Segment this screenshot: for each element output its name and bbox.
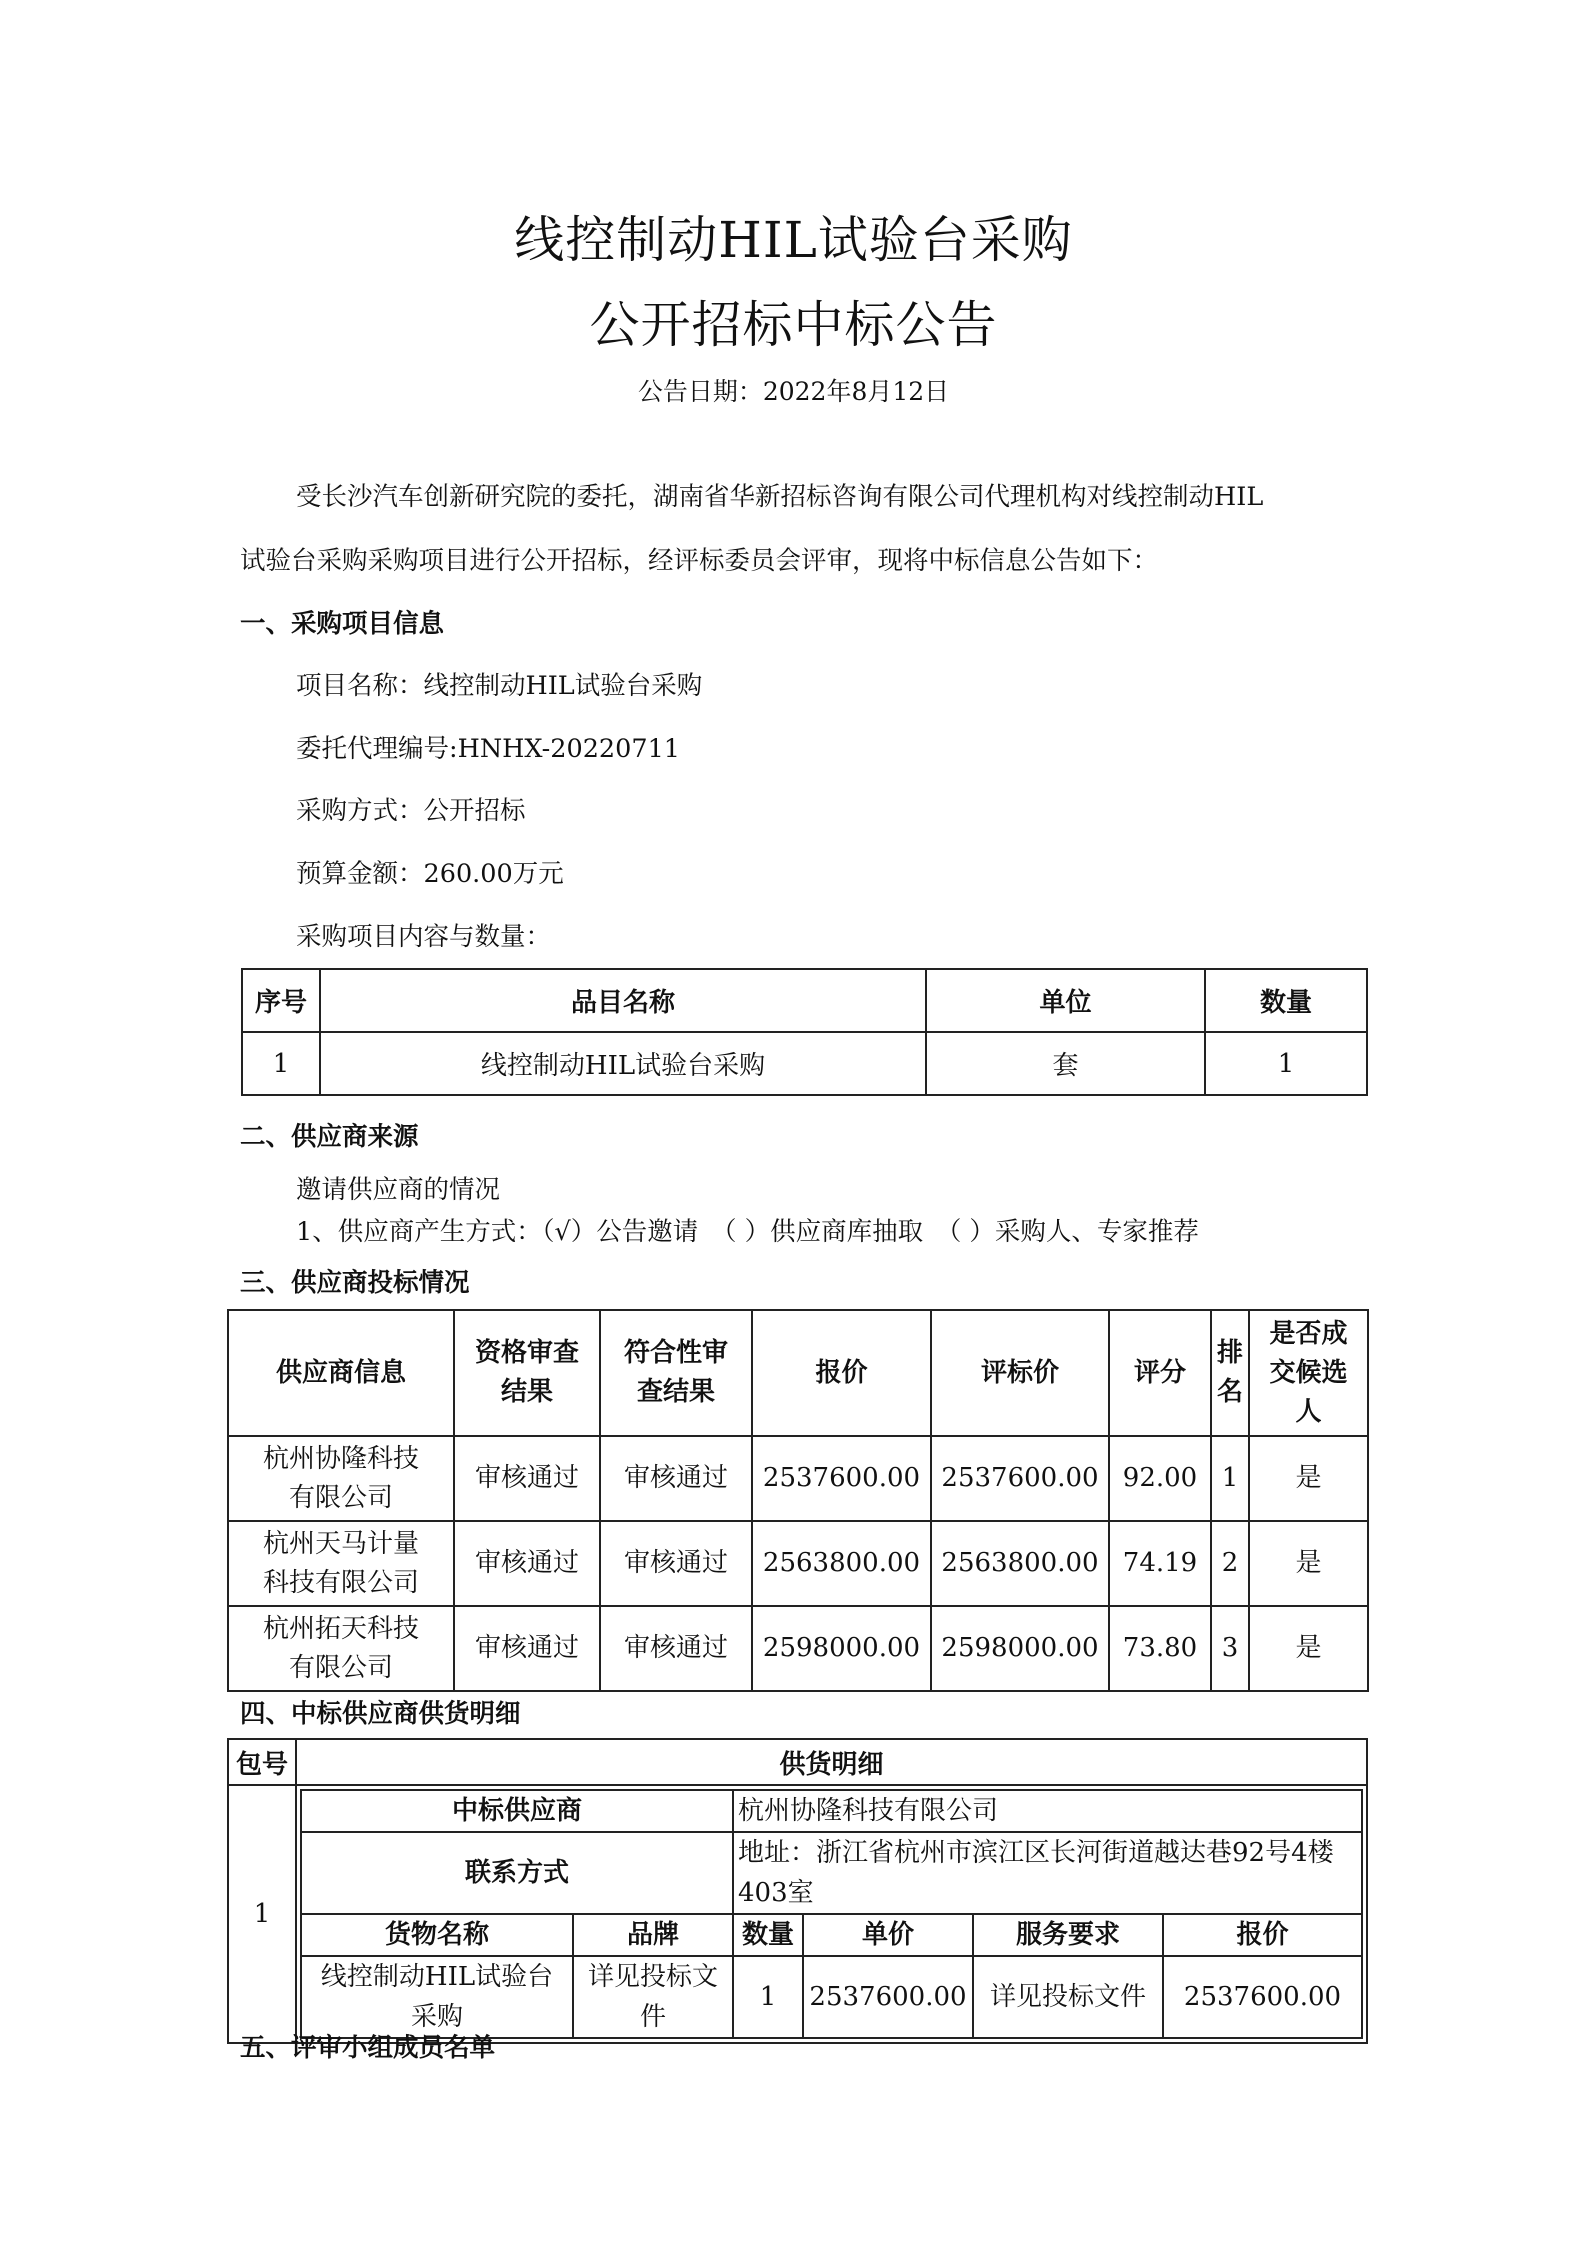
table-row — [301, 1956, 1362, 2038]
table-row — [228, 1785, 1367, 2043]
col-header: 品牌 — [573, 1914, 733, 1956]
service-requirement: 详见投标文件 — [973, 1956, 1163, 2038]
col-header: 评标价 — [931, 1310, 1109, 1436]
table-header-row — [301, 1914, 1362, 1956]
project-code: 委托代理编号:HNHX-20220711 — [296, 734, 681, 764]
table-cell: 审核通过 — [600, 1521, 752, 1606]
supply-detail-cell — [296, 1785, 1367, 2043]
intro-line-2: 试验台采购采购项目进行公开招标，经评标委员会评审，现将中标信息公告如下： — [240, 546, 1159, 576]
doc-subtitle: 公开招标中标公告 — [589, 296, 998, 354]
row-label: 中标供应商 — [301, 1790, 733, 1832]
table-cell: 是 — [1249, 1521, 1368, 1606]
col-header: 服务要求 — [973, 1914, 1163, 1956]
col-header: 单价 — [803, 1914, 973, 1956]
items-table — [241, 968, 1368, 1096]
content-label: 采购项目内容与数量： — [296, 922, 552, 952]
supply-table — [227, 1738, 1368, 2044]
col-header: 报价 — [752, 1310, 931, 1436]
unit-price: 2537600.00 — [803, 1956, 973, 2038]
supplier-method: 1、供应商产生方式：（√）公告邀请 （ ）供应商库抽取 （ ）采购人、专家推荐 — [296, 1217, 1199, 1247]
contact-value: 地址：浙江省杭州市滨江区长河街道越达巷92号4楼403室 — [733, 1832, 1362, 1914]
budget: 预算金额：260.00万元 — [296, 859, 564, 889]
supply-detail-table — [300, 1789, 1363, 2039]
quantity: 1 — [733, 1956, 803, 2038]
purchase-method: 采购方式：公开招标 — [296, 796, 526, 826]
col-header: 数量 — [733, 1914, 803, 1956]
col-header: 单位 — [926, 969, 1205, 1032]
announcement-date: 公告日期：2022年8月12日 — [637, 377, 950, 406]
col-header: 符合性审 查结果 — [600, 1310, 752, 1436]
invite-label: 邀请供应商的情况 — [296, 1175, 501, 1205]
col-header: 资格审查 结果 — [454, 1310, 600, 1436]
intro-line-1: 受长沙汽车创新研究院的委托，湖南省华新招标咨询有限公司代理机构对线控制动HIL — [296, 482, 1264, 512]
table-cell: 2537600.00 — [931, 1436, 1109, 1521]
table-cell: 2598000.00 — [931, 1606, 1109, 1691]
goods-name: 线控制动HIL试验台 采购 — [301, 1956, 573, 2038]
table-cell: 73.80 — [1109, 1606, 1211, 1691]
table-cell: 审核通过 — [454, 1436, 600, 1521]
table-header-row — [228, 1310, 1368, 1436]
supplier-cell: 杭州协隆科技 有限公司 — [228, 1436, 454, 1521]
supplier-cell: 杭州天马计量 科技有限公司 — [228, 1521, 454, 1606]
section-4-heading: 四、中标供应商供货明细 — [240, 1699, 521, 1729]
table-cell: 92.00 — [1109, 1436, 1211, 1521]
table-cell: 套 — [926, 1032, 1205, 1095]
table-header-row — [242, 969, 1367, 1032]
table-cell: 2 — [1211, 1521, 1249, 1606]
table-row — [228, 1606, 1368, 1691]
col-header: 供货明细 — [296, 1739, 1367, 1785]
brand: 详见投标文 件 — [573, 1956, 733, 2038]
table-cell: 2537600.00 — [752, 1436, 931, 1521]
table-cell: 审核通过 — [454, 1606, 600, 1691]
table-cell: 1 — [242, 1032, 320, 1095]
intro-paragraph — [240, 465, 1350, 593]
col-header: 排 名 — [1211, 1310, 1249, 1436]
table-header-row — [228, 1739, 1367, 1785]
section-2-heading: 二、供应商来源 — [240, 1122, 419, 1152]
table-row — [301, 1832, 1362, 1914]
table-cell: 2598000.00 — [752, 1606, 931, 1691]
project-name: 项目名称：线控制动HIL试验台采购 — [296, 671, 703, 701]
col-header: 货物名称 — [301, 1914, 573, 1956]
supplier-cell: 杭州拓天科技 有限公司 — [228, 1606, 454, 1691]
winner-value: 杭州协隆科技有限公司 — [733, 1790, 1362, 1832]
section-3-heading: 三、供应商投标情况 — [240, 1268, 470, 1298]
section-5-heading: 五、评审小组成员名单 — [240, 2033, 496, 2063]
table-cell: 1 — [1205, 1032, 1367, 1095]
table-cell: 2563800.00 — [752, 1521, 931, 1606]
table-cell: 是 — [1249, 1606, 1368, 1691]
bids-table — [227, 1309, 1369, 1692]
table-row — [301, 1790, 1362, 1832]
table-cell: 1 — [1211, 1436, 1249, 1521]
table-cell: 2563800.00 — [931, 1521, 1109, 1606]
doc-title: 线控制动HIL试验台采购 — [514, 211, 1073, 269]
table-cell: 74.19 — [1109, 1521, 1211, 1606]
table-cell: 是 — [1249, 1436, 1368, 1521]
col-header: 报价 — [1163, 1914, 1362, 1956]
row-label: 联系方式 — [301, 1832, 733, 1914]
table-cell: 3 — [1211, 1606, 1249, 1691]
col-header: 评分 — [1109, 1310, 1211, 1436]
col-header: 序号 — [242, 969, 320, 1032]
col-header: 包号 — [228, 1739, 296, 1785]
table-row — [228, 1521, 1368, 1606]
table-row — [228, 1436, 1368, 1521]
section-1-heading: 一、采购项目信息 — [240, 609, 445, 639]
col-header: 数量 — [1205, 969, 1367, 1032]
table-cell: 审核通过 — [454, 1521, 600, 1606]
quote: 2537600.00 — [1163, 1956, 1362, 2038]
col-header: 供应商信息 — [228, 1310, 454, 1436]
col-header: 品目名称 — [320, 969, 926, 1032]
table-cell: 线控制动HIL试验台采购 — [320, 1032, 926, 1095]
table-cell: 审核通过 — [600, 1606, 752, 1691]
col-header: 是否成 交候选 人 — [1249, 1310, 1368, 1436]
table-row — [242, 1032, 1367, 1095]
table-cell: 审核通过 — [600, 1436, 752, 1521]
package-number: 1 — [228, 1785, 296, 2043]
